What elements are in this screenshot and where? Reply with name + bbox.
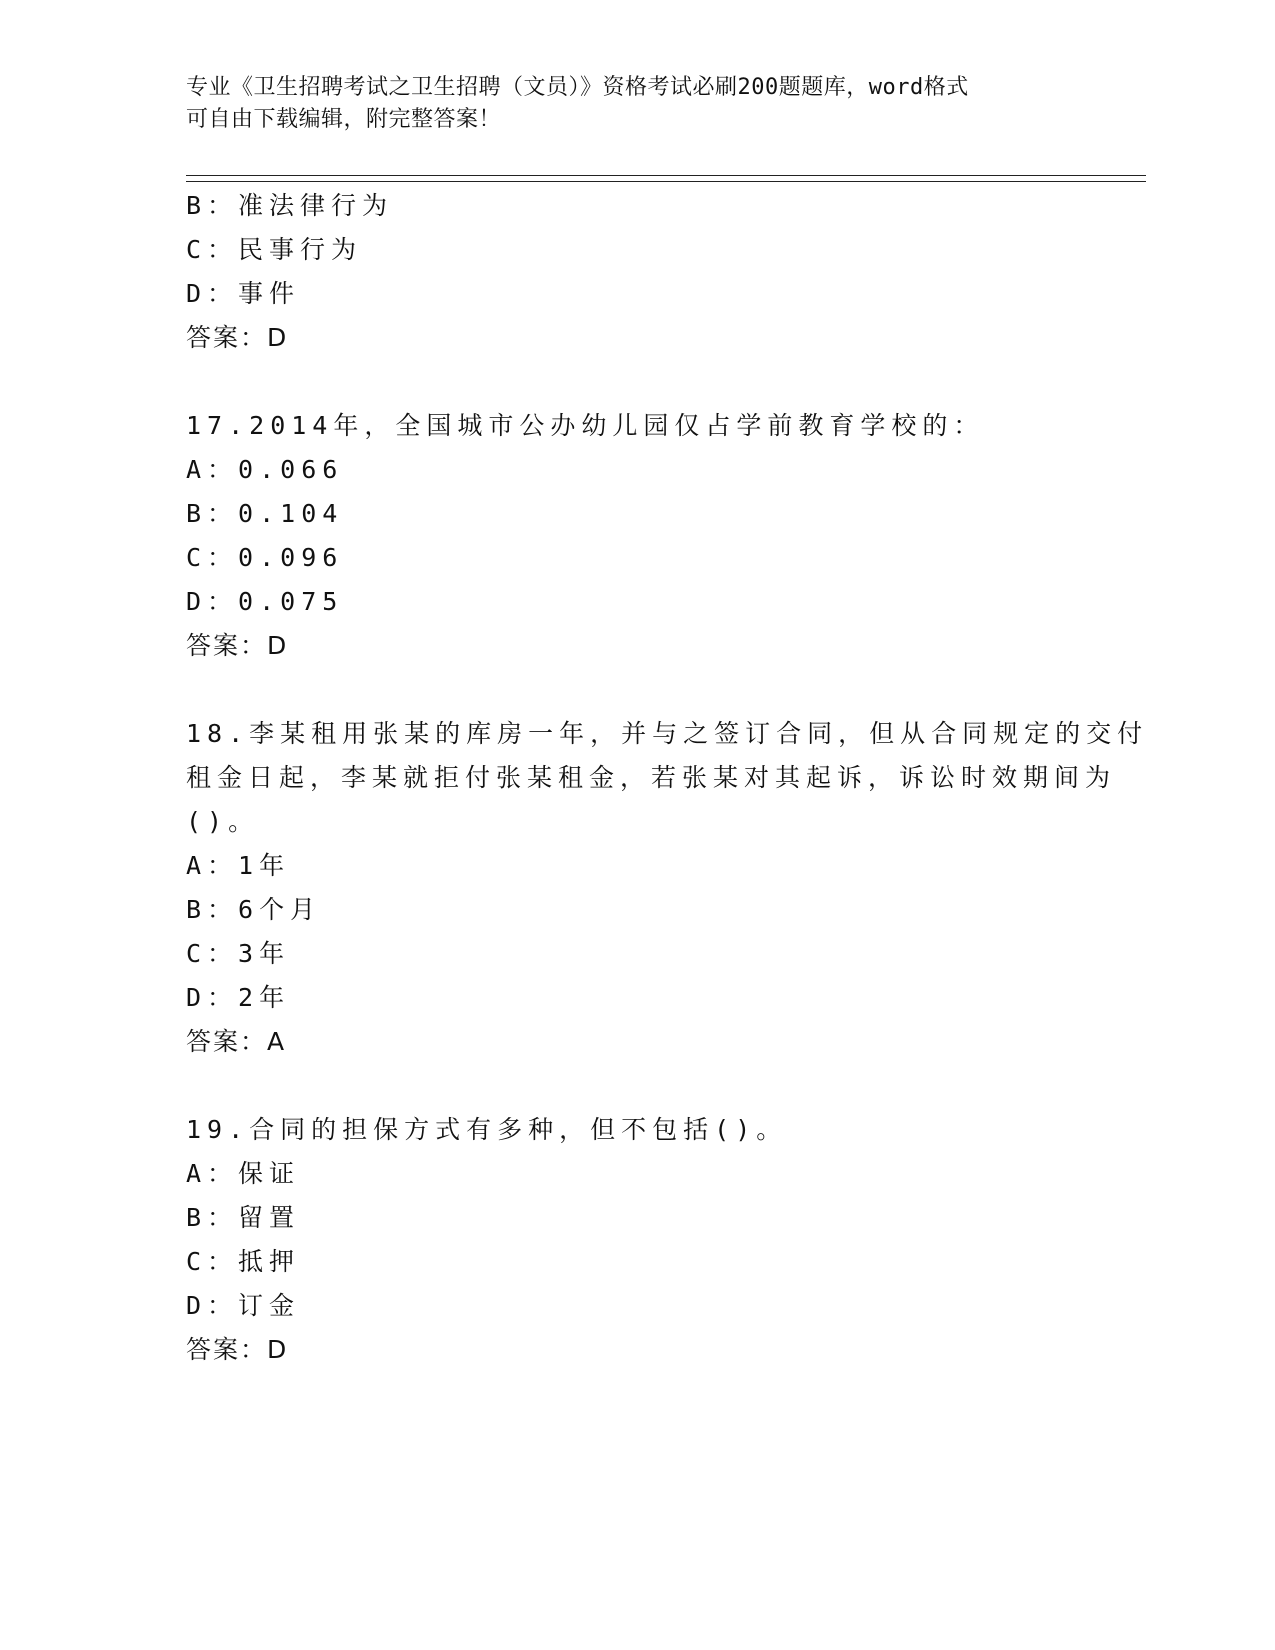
- q18-question-line-1: 18.李某租用张某的库房一年，并与之签订合同，但从合同规定的交付: [186, 719, 1149, 748]
- q19-option-c: C：抵押: [186, 1247, 301, 1276]
- q19-answer: 答案：D: [186, 1335, 289, 1364]
- document-header: [186, 72, 1066, 136]
- q18-answer: 答案：A: [186, 1027, 287, 1056]
- header-line-2: 可自由下载编辑，附完整答案！: [186, 107, 502, 132]
- q19-option-b: B：留置: [186, 1203, 301, 1232]
- header-line-1: 专业《卫生招聘考试之卫生招聘（文员）》资格考试必刷200题题库，word格式: [186, 75, 969, 100]
- q18-option-a: A：1年: [186, 851, 291, 880]
- q18-question-line-3: ()。: [186, 807, 260, 836]
- q16-answer: 答案：D: [186, 323, 289, 352]
- q18-option-d: D：2年: [186, 983, 291, 1012]
- q18-option-c: C：3年: [186, 939, 291, 968]
- q16-option-c: C：民事行为: [186, 235, 363, 264]
- header-divider-top: [186, 175, 1146, 176]
- q17-option-c: C：0.096: [186, 543, 344, 572]
- q16-option-b: B：准法律行为: [186, 191, 394, 220]
- q17-option-a: A：0.066: [186, 455, 344, 484]
- q19-option-a: A：保证: [186, 1159, 301, 1188]
- q16-option-d: D：事件: [186, 279, 301, 308]
- q19-question: 19.合同的担保方式有多种，但不包括()。: [186, 1115, 788, 1144]
- header-divider-bottom: [186, 181, 1146, 182]
- q17-question: 17.2014年，全国城市公办幼儿园仅占学前教育学校的：: [186, 411, 985, 440]
- q18-question-line-2: 租金日起，李某就拒付张某租金，若张某对其起诉，诉讼时效期间为: [186, 763, 1117, 792]
- q17-answer: 答案：D: [186, 631, 289, 660]
- q17-option-b: B：0.104: [186, 499, 344, 528]
- q18-option-b: B：6个月: [186, 895, 322, 924]
- q17-option-d: D：0.075: [186, 587, 344, 616]
- q19-option-d: D：订金: [186, 1291, 301, 1320]
